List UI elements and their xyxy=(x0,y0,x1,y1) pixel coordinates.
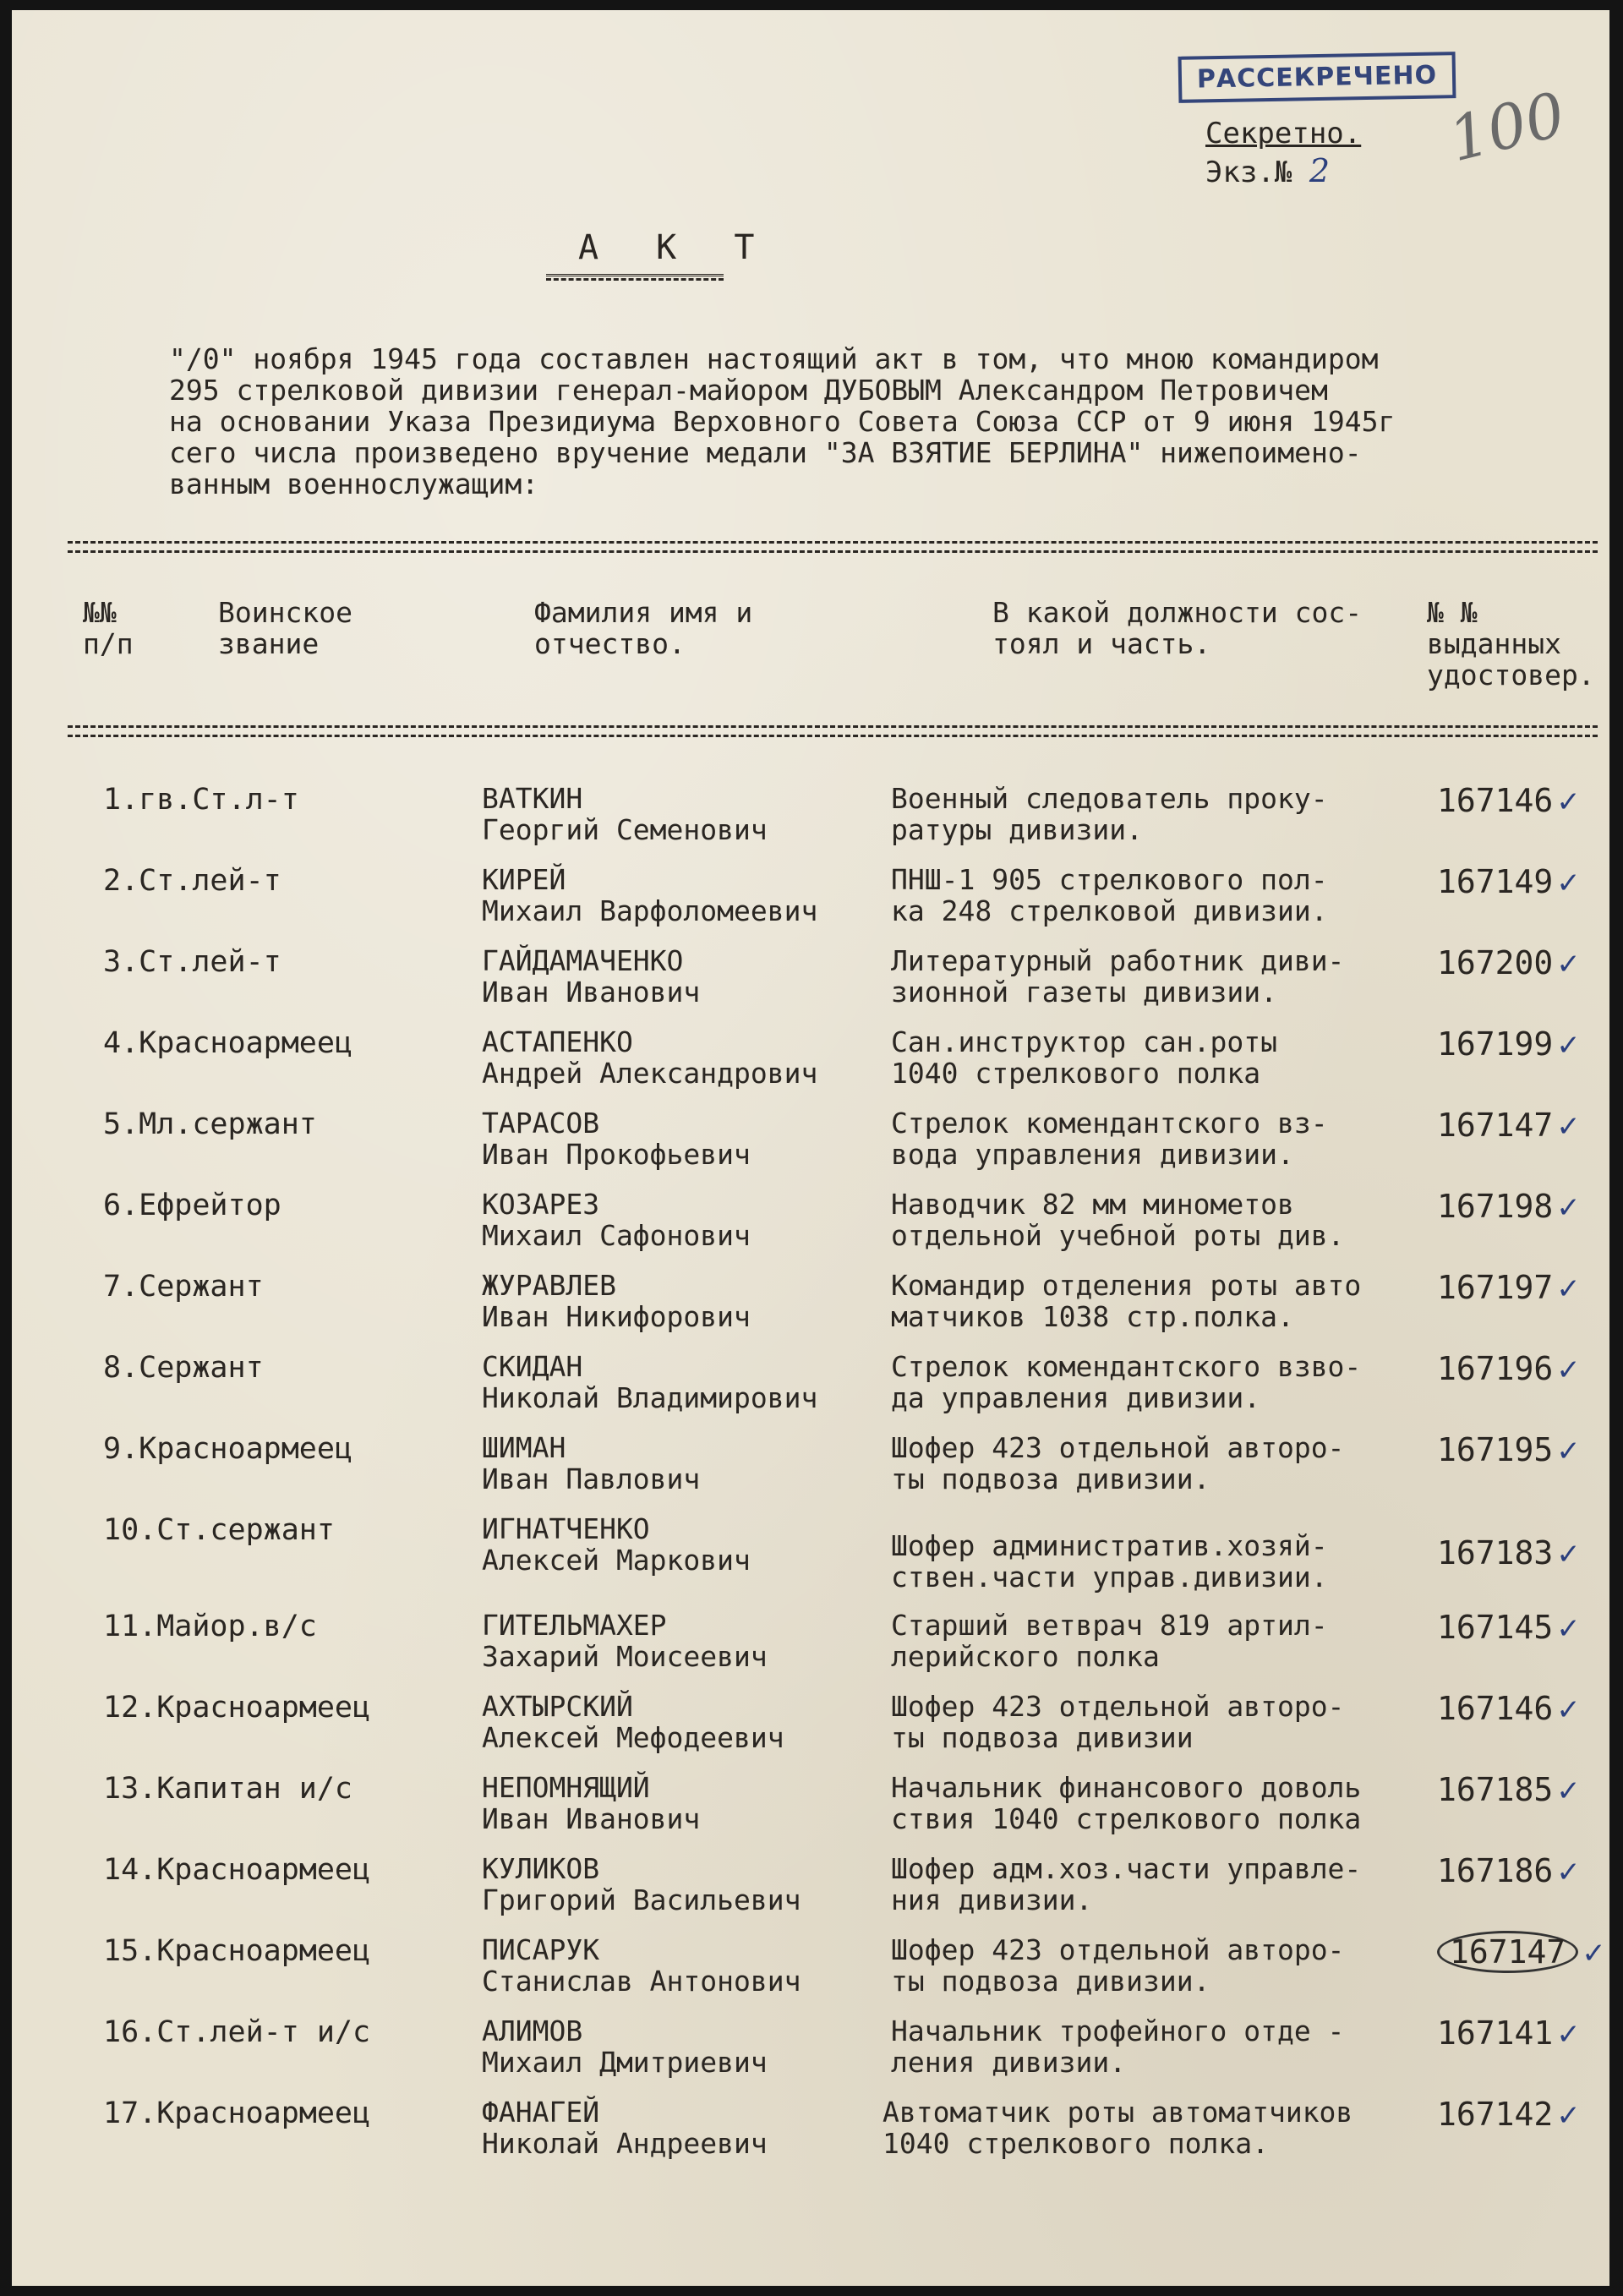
position-line: Военный следователь проку- xyxy=(891,782,1328,815)
header-text: № № xyxy=(1427,596,1478,629)
position-line: ты подвоза дивизии. xyxy=(891,1965,1210,1998)
name-cell xyxy=(482,945,700,1008)
table-top-rule xyxy=(68,541,1598,553)
given-names: Григорий Васильевич xyxy=(482,1883,801,1916)
header-num xyxy=(83,597,134,659)
position-line: матчиков 1038 стр.полка. xyxy=(891,1300,1294,1333)
cert-cell xyxy=(1437,1691,1581,1728)
cert-number: 167200 xyxy=(1437,944,1554,981)
header-text: удостовер. xyxy=(1427,659,1595,692)
position-line: ратуры дивизии. xyxy=(891,813,1144,846)
header-position xyxy=(992,597,1362,659)
cert-number: 167185 xyxy=(1437,1771,1554,1808)
rank-cell: 3.Ст.лей-т xyxy=(103,945,281,979)
cert-cell xyxy=(1437,1535,1581,1572)
name-cell xyxy=(482,1934,801,1997)
position-cell xyxy=(891,1351,1415,1413)
position-line: лерийского полка xyxy=(891,1640,1160,1673)
cert-cell xyxy=(1437,1107,1581,1145)
position-line: 1040 стрелкового полка xyxy=(891,1057,1261,1090)
position-cell xyxy=(891,783,1415,845)
given-names: Станислав Антонович xyxy=(482,1965,801,1998)
table-row xyxy=(12,1610,1609,1689)
check-mark: ✓ xyxy=(1556,2099,1581,2133)
check-mark: ✓ xyxy=(1556,1693,1581,1727)
header-text: звание xyxy=(218,627,320,660)
surname: НЕПОМНЯЩИЙ xyxy=(482,1771,650,1804)
position-line: отдельной учебной роты див. xyxy=(891,1219,1345,1252)
table-row xyxy=(12,1513,1609,1593)
position-line: ствия 1040 стрелкового полка xyxy=(891,1802,1362,1835)
surname: ЖУРАВЛЕВ xyxy=(482,1269,616,1302)
name-cell xyxy=(482,2096,768,2159)
given-names: Захарий Моисеевич xyxy=(482,1640,768,1673)
cert-number: 167142 xyxy=(1437,2096,1554,2133)
rank-cell: 9.Красноармеец xyxy=(103,1432,353,1466)
given-names: Михаил Сафонович xyxy=(482,1219,751,1252)
position-cell xyxy=(891,1107,1415,1170)
table-row xyxy=(12,783,1609,862)
surname: АСТАПЕНКО xyxy=(482,1025,633,1058)
intro-paragraph xyxy=(169,343,1598,500)
intro-line: сего числа произведено вручение медали "ЗА ВЗЯТИЕ БЕРЛИНА" нижепоимено- xyxy=(169,436,1362,469)
surname: АХТЫРСКИЙ xyxy=(482,1690,633,1723)
cert-cell xyxy=(1437,1351,1581,1388)
cert-number: 167198 xyxy=(1437,1188,1554,1225)
name-cell xyxy=(482,1513,751,1576)
given-names: Георгий Семенович xyxy=(482,813,768,846)
table-row xyxy=(12,1853,1609,1932)
secrecy-label: Секретно. xyxy=(1205,117,1362,150)
position-line: Командир отделения роты авто xyxy=(891,1269,1362,1302)
table-header-rule xyxy=(68,725,1598,737)
position-line: ления дивизии. xyxy=(891,2046,1127,2079)
given-names: Николай Андреевич xyxy=(482,2127,768,2160)
header-text: Воинское xyxy=(218,596,352,629)
position-line: ты подвоза дивизии. xyxy=(891,1462,1210,1495)
header-cert xyxy=(1427,597,1595,691)
copy-line xyxy=(1205,152,1361,191)
title-underline xyxy=(546,274,724,281)
table-row xyxy=(12,1270,1609,1349)
table-row xyxy=(12,1691,1609,1770)
check-mark: ✓ xyxy=(1556,866,1581,900)
cert-cell xyxy=(1437,1432,1581,1469)
check-mark: ✓ xyxy=(1556,1435,1581,1468)
document-page xyxy=(12,10,1609,2286)
surname: ИГНАТЧЕНКО xyxy=(482,1512,650,1545)
cert-cell xyxy=(1437,1026,1581,1063)
position-line: зионной газеты дивизии. xyxy=(891,976,1277,1009)
rank-cell: 14.Красноармеец xyxy=(103,1853,371,1887)
intro-line: "/0" ноября 1945 года составлен настоящий акт в том, что мною командиром xyxy=(169,342,1379,375)
header-text: п/п xyxy=(83,627,134,660)
position-line: ты подвоза дивизии xyxy=(891,1721,1194,1754)
position-cell xyxy=(891,1610,1415,1672)
cert-number: 167199 xyxy=(1437,1025,1554,1063)
surname: ПИСАРУК xyxy=(482,1933,600,1966)
surname: КУЛИКОВ xyxy=(482,1852,600,1885)
cert-number: 167141 xyxy=(1437,2014,1554,2052)
position-line: Автоматчик роты автоматчиков xyxy=(883,2096,1353,2129)
cert-number: 167146 xyxy=(1437,782,1554,819)
check-mark: ✓ xyxy=(1556,948,1581,981)
header-text: отчество. xyxy=(534,627,686,660)
header-name xyxy=(534,597,752,659)
cert-number: 167149 xyxy=(1437,863,1554,900)
position-line: 1040 стрелкового полка. xyxy=(883,2127,1269,2160)
cert-cell xyxy=(1437,1772,1581,1809)
cert-cell xyxy=(1437,2015,1581,2053)
given-names: Иван Никифорович xyxy=(482,1300,751,1333)
position-line: Литературный работник диви- xyxy=(891,944,1345,977)
header-text: В какой должности сос- xyxy=(992,596,1363,629)
check-mark: ✓ xyxy=(1556,1110,1581,1144)
position-cell xyxy=(891,1270,1415,1332)
given-names: Иван Прокофьевич xyxy=(482,1138,751,1171)
surname: АЛИМОВ xyxy=(482,2014,583,2047)
name-cell xyxy=(482,1853,801,1916)
position-line: Шофер административ.хозяй- xyxy=(891,1529,1328,1562)
position-cell xyxy=(883,2096,1407,2159)
position-line: ния дивизии. xyxy=(891,1883,1093,1916)
cert-cell xyxy=(1437,1270,1581,1307)
check-mark: ✓ xyxy=(1556,1774,1581,1808)
rank-cell: 16.Ст.лей-т и/с xyxy=(103,2015,371,2049)
copy-label: Экз.№ xyxy=(1205,156,1292,189)
position-line: да управления дивизии. xyxy=(891,1381,1261,1414)
rank-cell: 17.Красноармеец xyxy=(103,2096,371,2130)
rank-cell: 5.Мл.сержант xyxy=(103,1107,317,1141)
check-mark: ✓ xyxy=(1556,1191,1581,1225)
check-mark: ✓ xyxy=(1556,1538,1581,1572)
check-mark: ✓ xyxy=(1556,785,1581,819)
position-line: Шофер 423 отдельной авторо- xyxy=(891,1431,1345,1464)
given-names: Иван Иванович xyxy=(482,976,701,1009)
table-row xyxy=(12,864,1609,943)
name-cell xyxy=(482,1610,768,1672)
position-line: Начальник финансового доволь xyxy=(891,1771,1362,1804)
cert-cell xyxy=(1437,1934,1606,1971)
position-cell xyxy=(891,2015,1415,2078)
position-line: Начальник трофейного отде - xyxy=(891,2014,1345,2047)
cert-number: 167147 xyxy=(1437,1107,1554,1144)
rank-cell: 15.Красноармеец xyxy=(103,1934,371,1968)
surname: ГАЙДАМАЧЕНКО xyxy=(482,944,684,977)
position-line: Сан.инструктор сан.роты xyxy=(891,1025,1277,1058)
position-cell xyxy=(891,1691,1415,1753)
rank-cell: 10.Ст.сержант xyxy=(103,1513,335,1547)
position-cell xyxy=(891,945,1415,1008)
name-cell xyxy=(482,1189,751,1251)
given-names: Николай Владимирович xyxy=(482,1381,818,1414)
rank-cell: 4.Красноармеец xyxy=(103,1026,353,1060)
rank-cell: 12.Красноармеец xyxy=(103,1691,371,1725)
surname: ВАТКИН xyxy=(482,782,583,815)
name-cell xyxy=(482,864,817,927)
check-mark: ✓ xyxy=(1556,1029,1581,1063)
cert-number: 167146 xyxy=(1437,1690,1554,1727)
name-cell xyxy=(482,2015,768,2078)
position-cell xyxy=(891,864,1415,927)
position-cell xyxy=(891,1530,1415,1593)
check-mark: ✓ xyxy=(1556,1856,1581,1889)
position-line: Шофер 423 отдельной авторо- xyxy=(891,1690,1345,1723)
surname: КИРЕЙ xyxy=(482,863,566,896)
table-row xyxy=(12,1351,1609,1430)
rank-cell: 1.гв.Ст.л-т xyxy=(103,783,299,817)
table-row xyxy=(12,945,1609,1025)
cert-number-circled: 167147 xyxy=(1437,1931,1578,1973)
name-cell xyxy=(482,1351,817,1413)
name-cell xyxy=(482,1270,751,1332)
cert-number: 167195 xyxy=(1437,1431,1554,1468)
given-names: Иван Иванович xyxy=(482,1802,701,1835)
document-title: А К Т xyxy=(578,228,773,267)
check-mark: ✓ xyxy=(1582,1937,1606,1971)
given-names: Михаил Дмитриевич xyxy=(482,2046,768,2079)
position-line: Старший ветврач 819 артил- xyxy=(891,1609,1328,1642)
cert-number: 167196 xyxy=(1437,1350,1554,1387)
check-mark: ✓ xyxy=(1556,1272,1581,1306)
cert-cell xyxy=(1437,945,1581,982)
surname: ФАНАГЕЙ xyxy=(482,2096,600,2129)
table-row xyxy=(12,2096,1609,2176)
name-cell xyxy=(482,1026,817,1089)
cert-cell xyxy=(1437,1610,1581,1647)
declassified-stamp: РАССЕКРЕЧЕНО xyxy=(1178,52,1456,103)
table-row xyxy=(12,1189,1609,1268)
position-line: Наводчик 82 мм минометов xyxy=(891,1188,1294,1221)
position-line: ка 248 стрелковой дивизии. xyxy=(891,894,1328,927)
check-mark: ✓ xyxy=(1556,1612,1581,1646)
name-cell xyxy=(482,783,768,845)
pencil-note: 100 xyxy=(1441,78,1572,176)
table-row xyxy=(12,1026,1609,1106)
rank-cell: 2.Ст.лей-т xyxy=(103,864,281,898)
surname: ТАРАСОВ xyxy=(482,1107,600,1140)
position-cell xyxy=(891,1026,1415,1089)
header-rank xyxy=(218,597,352,659)
rank-cell: 11.Майор.в/с xyxy=(103,1610,317,1643)
position-cell xyxy=(891,1853,1415,1916)
cert-cell xyxy=(1437,1853,1581,1890)
header-text: Фамилия имя и xyxy=(534,596,753,629)
cert-cell xyxy=(1437,1189,1581,1226)
position-line: Шофер адм.хоз.части управле- xyxy=(891,1852,1362,1885)
cert-number: 167183 xyxy=(1437,1534,1554,1572)
position-cell xyxy=(891,1772,1415,1834)
cert-cell xyxy=(1437,864,1581,901)
table-row xyxy=(12,1107,1609,1187)
rank-cell: 13.Капитан и/с xyxy=(103,1772,353,1806)
position-line: Стрелок комендантского вз- xyxy=(891,1107,1328,1140)
intro-line: на основании Указа Президиума Верховного Совета Союза ССР от 9 июня 1945г xyxy=(169,405,1396,438)
header-text: тоял и часть. xyxy=(992,627,1211,660)
rank-cell: 7.Сержант xyxy=(103,1270,264,1304)
given-names: Андрей Александрович xyxy=(482,1057,818,1090)
secrecy-block xyxy=(1205,115,1361,191)
cert-number: 167186 xyxy=(1437,1852,1554,1889)
name-cell xyxy=(482,1107,751,1170)
position-cell xyxy=(891,1934,1415,1997)
table-row xyxy=(12,1772,1609,1851)
given-names: Алексей Маркович xyxy=(482,1544,751,1577)
rank-cell: 6.Ефрейтор xyxy=(103,1189,281,1222)
copy-number: 2 xyxy=(1309,152,1331,189)
surname: ШИМАН xyxy=(482,1431,566,1464)
position-line: Шофер 423 отдельной авторо- xyxy=(891,1933,1345,1966)
rank-cell: 8.Сержант xyxy=(103,1351,264,1385)
check-mark: ✓ xyxy=(1556,1353,1581,1387)
position-cell xyxy=(891,1432,1415,1495)
position-line: ПНШ-1 905 стрелкового пол- xyxy=(891,863,1328,896)
position-line: вода управления дивизии. xyxy=(891,1138,1294,1171)
intro-line: 295 стрелковой дивизии генерал-майором ДУБОВЫМ Александром Петровичем xyxy=(169,374,1328,407)
name-cell xyxy=(482,1691,784,1753)
name-cell xyxy=(482,1432,700,1495)
cert-number: 167145 xyxy=(1437,1609,1554,1646)
header-text: выданных xyxy=(1427,627,1561,660)
surname: ГИТЕЛЬМАХЕР xyxy=(482,1609,667,1642)
cert-cell xyxy=(1437,783,1581,820)
table-row xyxy=(12,1432,1609,1512)
surname: СКИДАН xyxy=(482,1350,583,1383)
position-cell xyxy=(891,1189,1415,1251)
check-mark: ✓ xyxy=(1556,2018,1581,2052)
given-names: Иван Павлович xyxy=(482,1462,701,1495)
table-row xyxy=(12,1934,1609,2014)
intro-line: ванным военнослужащим: xyxy=(169,467,539,500)
cert-number: 167197 xyxy=(1437,1269,1554,1306)
position-line: ствен.части управ.дивизии. xyxy=(891,1561,1328,1594)
cert-cell xyxy=(1437,2096,1581,2134)
table-row xyxy=(12,2015,1609,2095)
surname: КОЗАРЕЗ xyxy=(482,1188,600,1221)
name-cell xyxy=(482,1772,700,1834)
given-names: Михаил Варфоломеевич xyxy=(482,894,818,927)
header-text: №№ xyxy=(83,596,117,629)
given-names: Алексей Мефодеевич xyxy=(482,1721,784,1754)
position-line: Стрелок комендантского взво- xyxy=(891,1350,1362,1383)
